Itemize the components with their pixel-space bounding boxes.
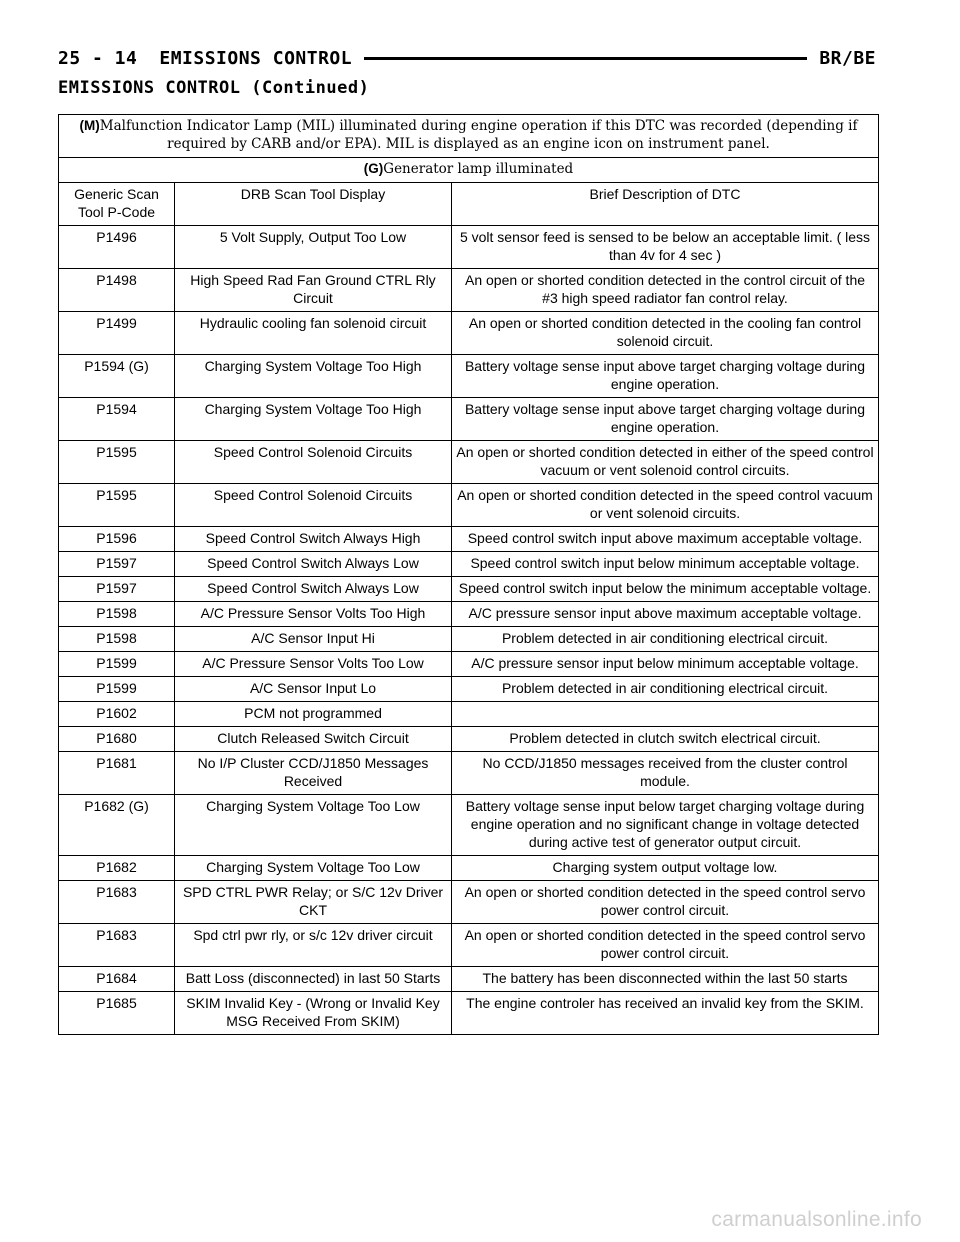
- dtc-code-cell: P1594 (G): [59, 355, 175, 398]
- dtc-code-cell: P1598: [59, 627, 175, 652]
- drb-display-cell: Speed Control Switch Always High: [175, 527, 452, 552]
- table-row: [59, 967, 879, 992]
- table-row: [59, 552, 879, 577]
- table-row: [59, 652, 879, 677]
- table-row: [59, 398, 879, 441]
- description-cell: Problem detected in clutch switch electrical circuit.: [452, 727, 879, 752]
- drb-display-cell: Hydraulic cooling fan solenoid circuit: [175, 312, 452, 355]
- dtc-code-cell: P1685: [59, 992, 175, 1035]
- table-row: [59, 752, 879, 795]
- mil-note-text: Malfunction Indicator Lamp (MIL) illuminated during engine operation if this DTC was recorded (depending if required by CARB and/or EPA). MIL is displayed as an engine icon on instrument panel.: [99, 118, 858, 152]
- description-cell: Speed control switch input below minimum acceptable voltage.: [452, 552, 879, 577]
- drb-display-cell: A/C Pressure Sensor Volts Too High: [175, 602, 452, 627]
- generator-note-row: [59, 158, 879, 183]
- dtc-code-cell: P1684: [59, 967, 175, 992]
- header-rule: [364, 57, 807, 60]
- drb-display-cell: Speed Control Switch Always Low: [175, 577, 452, 602]
- drb-display-cell: A/C Pressure Sensor Volts Too Low: [175, 652, 452, 677]
- table-row: [59, 226, 879, 269]
- drb-display-cell: Charging System Voltage Too High: [175, 355, 452, 398]
- table-row: [59, 441, 879, 484]
- drb-display-cell: Speed Control Solenoid Circuits: [175, 441, 452, 484]
- table-row: [59, 484, 879, 527]
- dtc-code-cell: P1599: [59, 677, 175, 702]
- drb-display-cell: Speed Control Solenoid Circuits: [175, 484, 452, 527]
- generator-note-text: Generator lamp illuminated: [383, 161, 574, 177]
- mil-note-row: [59, 115, 879, 158]
- dtc-code-cell: P1596: [59, 527, 175, 552]
- drb-display-cell: SKIM Invalid Key - (Wrong or Invalid Key MSG Received From SKIM): [175, 992, 452, 1035]
- description-cell: 5 volt sensor feed is sensed to be below an acceptable limit. ( less than 4v for 4 sec ): [452, 226, 879, 269]
- dtc-code-cell: P1599: [59, 652, 175, 677]
- drb-display-cell: Clutch Released Switch Circuit: [175, 727, 452, 752]
- drb-display-cell: Charging System Voltage Too Low: [175, 795, 452, 856]
- table-row: [59, 269, 879, 312]
- description-cell: Battery voltage sense input above target charging voltage during engine operation.: [452, 355, 879, 398]
- dtc-code-cell: P1595: [59, 484, 175, 527]
- table-row: [59, 992, 879, 1035]
- description-cell: Problem detected in air conditioning electrical circuit.: [452, 627, 879, 652]
- drb-display-cell: High Speed Rad Fan Ground CTRL Rly Circuit: [175, 269, 452, 312]
- description-cell: An open or shorted condition detected in the speed control servo power control circuit.: [452, 881, 879, 924]
- page-header: [58, 44, 876, 72]
- description-cell: The engine controler has received an invalid key from the SKIM.: [452, 992, 879, 1035]
- generator-note: [59, 158, 879, 183]
- drb-display-cell: A/C Sensor Input Lo: [175, 677, 452, 702]
- dtc-code-cell: P1597: [59, 552, 175, 577]
- table-row: [59, 627, 879, 652]
- column-header-drb-display: DRB Scan Tool Display: [175, 183, 452, 226]
- drb-display-cell: Batt Loss (disconnected) in last 50 Starts: [175, 967, 452, 992]
- drb-display-cell: No I/P Cluster CCD/J1850 Messages Received: [175, 752, 452, 795]
- drb-display-cell: Spd ctrl pwr rly, or s/c 12v driver circuit: [175, 924, 452, 967]
- description-cell: Speed control switch input above maximum acceptable voltage.: [452, 527, 879, 552]
- description-cell: A/C pressure sensor input below minimum acceptable voltage.: [452, 652, 879, 677]
- description-cell: [452, 702, 879, 727]
- dtc-code-cell: P1683: [59, 881, 175, 924]
- watermark: carmanualsonline.info: [711, 1208, 922, 1231]
- dtc-code-cell: P1597: [59, 577, 175, 602]
- description-cell: An open or shorted condition detected in the cooling fan control solenoid circuit.: [452, 312, 879, 355]
- drb-display-cell: Speed Control Switch Always Low: [175, 552, 452, 577]
- table-row: [59, 577, 879, 602]
- drb-display-cell: 5 Volt Supply, Output Too Low: [175, 226, 452, 269]
- description-cell: An open or shorted condition detected in the speed control vacuum or vent solenoid circuits.: [452, 484, 879, 527]
- table-row: [59, 677, 879, 702]
- description-cell: Battery voltage sense input above target charging voltage during engine operation.: [452, 398, 879, 441]
- table-row: [59, 924, 879, 967]
- section-title: EMISSIONS CONTROL: [159, 47, 353, 69]
- dtc-code-cell: P1683: [59, 924, 175, 967]
- dtc-code-cell: P1682 (G): [59, 795, 175, 856]
- dtc-code-cell: P1682: [59, 856, 175, 881]
- column-header-pcode: Generic Scan Tool P-Code: [59, 183, 175, 226]
- table-row: [59, 312, 879, 355]
- table-row: [59, 527, 879, 552]
- column-header-description: Brief Description of DTC: [452, 183, 879, 226]
- table-row: [59, 795, 879, 856]
- dtc-code-cell: P1602: [59, 702, 175, 727]
- table-row: [59, 856, 879, 881]
- dtc-code-cell: P1680: [59, 727, 175, 752]
- description-cell: A/C pressure sensor input above maximum acceptable voltage.: [452, 602, 879, 627]
- description-cell: Speed control switch input below the minimum acceptable voltage.: [452, 577, 879, 602]
- page-number: 25 - 14: [58, 47, 138, 69]
- table-row: [59, 602, 879, 627]
- dtc-code-cell: P1681: [59, 752, 175, 795]
- drb-display-cell: PCM not programmed: [175, 702, 452, 727]
- description-cell: An open or shorted condition detected in the speed control servo power control circuit.: [452, 924, 879, 967]
- dtc-code-cell: P1499: [59, 312, 175, 355]
- description-cell: Problem detected in air conditioning electrical circuit.: [452, 677, 879, 702]
- mil-note-code: (M): [79, 118, 100, 133]
- mil-note: [59, 115, 879, 158]
- page-subtitle: EMISSIONS CONTROL (Continued): [58, 78, 370, 98]
- dtc-code-cell: P1496: [59, 226, 175, 269]
- model-code: BR/BE: [819, 47, 876, 69]
- description-cell: No CCD/J1850 messages received from the cluster control module.: [452, 752, 879, 795]
- dtc-code-cell: P1598: [59, 602, 175, 627]
- dtc-code-cell: P1595: [59, 441, 175, 484]
- description-cell: Charging system output voltage low.: [452, 856, 879, 881]
- description-cell: Battery voltage sense input below target charging voltage during engine operation and no significant change in voltage detected during active test of generator output circuit.: [452, 795, 879, 856]
- description-cell: The battery has been disconnected within the last 50 starts: [452, 967, 879, 992]
- drb-display-cell: A/C Sensor Input Hi: [175, 627, 452, 652]
- dtc-code-cell: P1594: [59, 398, 175, 441]
- drb-display-cell: Charging System Voltage Too Low: [175, 856, 452, 881]
- drb-display-cell: Charging System Voltage Too High: [175, 398, 452, 441]
- generator-note-code: (G): [363, 161, 384, 176]
- dtc-code-cell: P1498: [59, 269, 175, 312]
- table-row: [59, 702, 879, 727]
- dtc-table: [58, 114, 879, 1035]
- table-row: [59, 727, 879, 752]
- table-row: [59, 355, 879, 398]
- table-header-row: [59, 183, 879, 226]
- description-cell: An open or shorted condition detected in either of the speed control vacuum or vent solenoid control circuits.: [452, 441, 879, 484]
- drb-display-cell: SPD CTRL PWR Relay; or S/C 12v Driver CKT: [175, 881, 452, 924]
- description-cell: An open or shorted condition detected in the control circuit of the #3 high speed radiator fan control relay.: [452, 269, 879, 312]
- table-row: [59, 881, 879, 924]
